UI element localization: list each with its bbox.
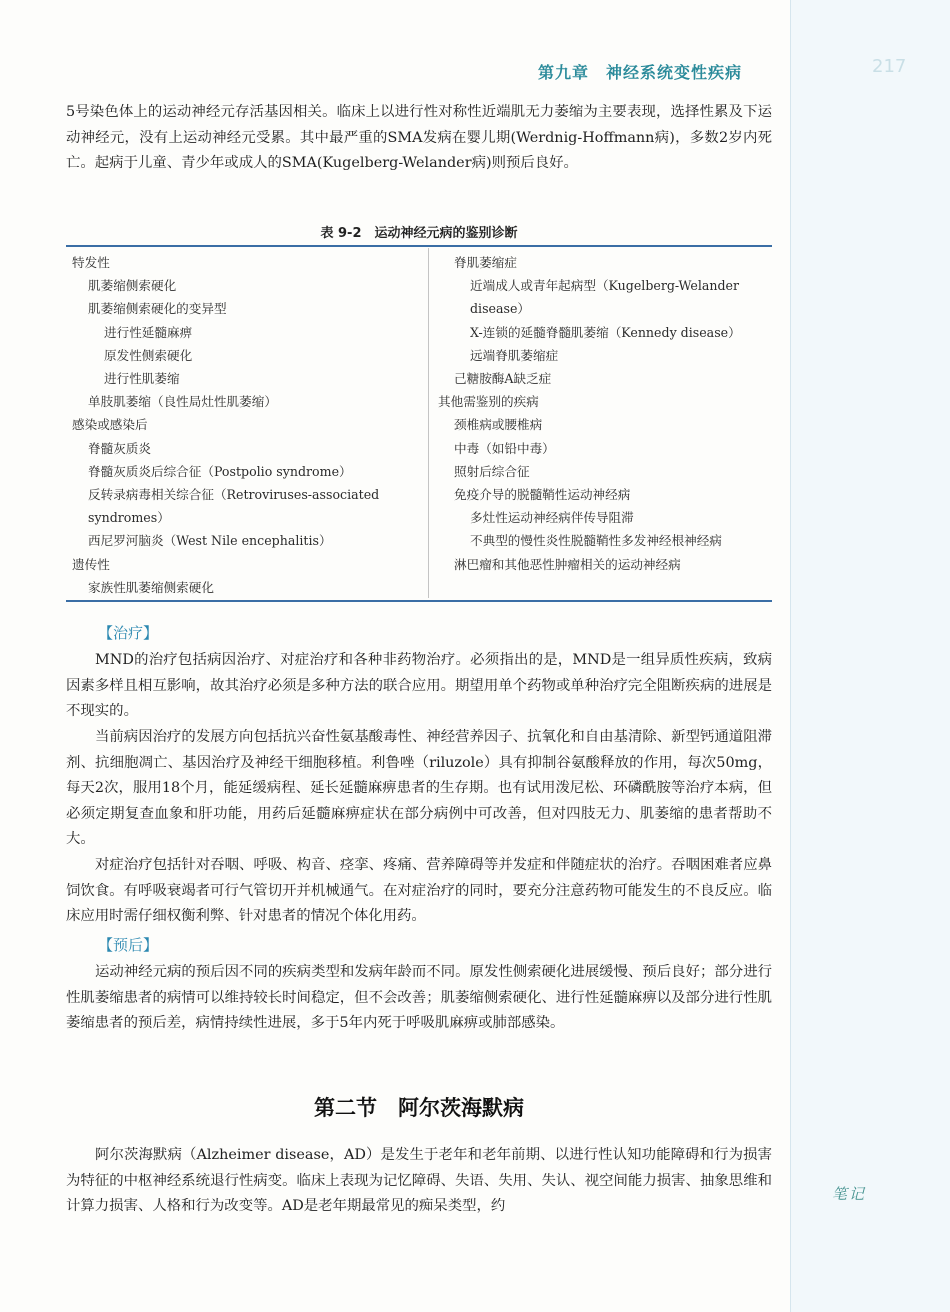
intro-paragraph: 5号染色体上的运动神经元存活基因相关。临床上以进行性对称性近端肌无力萎缩为主要表现，选择性累及下运动神经元，没有上运动神经元受累。其中最严重的SMA发病在婴儿期(Werdnig-Hoffmann病)，多数2岁内死亡。起病于儿童、青少年或成人的SMA(Kugelberg-Welander病)则预后良好。 [66, 104, 772, 172]
table-entry: 特发性 [72, 255, 110, 270]
table-top-rule [66, 245, 772, 247]
chapter-header: 第九章 神经系统变性疾病 [538, 63, 743, 82]
table-entry: 照射后综合征 [454, 463, 530, 479]
table-entry: 单肢肌萎缩（良性局灶性肌萎缩） [88, 394, 277, 410]
table-entry: 免疫介导的脱髓鞘性运动神经病 [454, 487, 631, 503]
table-entry: 反转录病毒相关综合征（Retroviruses-associated syndromes） [88, 487, 380, 526]
table-entry: 淋巴瘤和其他恶性肿瘤相关的运动神经病 [454, 556, 681, 572]
page-number: 217 [872, 56, 907, 77]
treatment-heading: 【治疗】 [98, 624, 159, 642]
table-entry: 其他需鉴别的疾病 [438, 394, 539, 410]
table-entry: 西尼罗河脑炎（West Nile encephalitis） [88, 533, 332, 549]
table-entry: X-连锁的延髓脊髓肌萎缩（Kennedy disease） [470, 324, 741, 340]
table-right-column [438, 251, 768, 576]
treatment-paragraph-2: 当前病因治疗的发展方向包括抗兴奋性氨基酸毒性、神经营养因子、抗氧化和自由基清除、新型钙通道阻滞剂、抗细胞凋亡、基因治疗及神经干细胞移植。利鲁唑（riluzole）具有抑制谷氨酸释放的作用，每次50mg，每天2次，服用18个月，能延缓病程、延长延髓麻痹患者的生存期。也有试用泼尼松、环磷酰胺等治疗本病，但必须定期复查血象和肝功能，用药后延髓麻痹症状在部分病例中可改善，但对四肢无力、肌萎缩的患者帮助不大。 [66, 729, 772, 848]
table-entry: 遗传性 [72, 556, 110, 572]
table-entry: 多灶性运动神经病伴传导阻滞 [470, 510, 634, 526]
table-bottom-rule [66, 600, 772, 602]
table-entry: 己糖胺酶A缺乏症 [454, 371, 552, 387]
section-title: 第二节 阿尔茨海默病 [314, 1096, 524, 1120]
table-entry: 中毒（如铅中毒） [454, 440, 555, 456]
prognosis-heading: 【预后】 [98, 936, 159, 954]
table-entry: 远端脊肌萎缩症 [470, 347, 559, 363]
table-entry: 脊髓灰质炎 [88, 440, 151, 456]
table-entry: 进行性肌萎缩 [104, 371, 180, 387]
table-entry: 肌萎缩侧索硬化的变异型 [88, 301, 227, 317]
notes-label: 笔记 [832, 1185, 867, 1203]
notes-margin-column [790, 0, 950, 1312]
treatment-paragraph-3: 对症治疗包括针对吞咽、呼吸、构音、痉挛、疼痛、营养障碍等并发症和伴随症状的治疗。吞咽困难者应鼻饲饮食。有呼吸衰竭者可行气管切开并机械通气。在对症治疗的同时，要充分注意药物可能发生的不良反应。临床应用时需仔细权衡利弊、针对患者的情况个体化用药。 [66, 857, 772, 925]
table-entry: 肌萎缩侧索硬化 [88, 278, 177, 294]
table-entry: 不典型的慢性炎性脱髓鞘性多发神经根神经病 [470, 533, 722, 549]
table-entry: 近端成人或青年起病型（Kugelberg-Welander disease） [470, 278, 740, 317]
table-column-divider [428, 248, 429, 598]
treatment-paragraph-1: MND的治疗包括病因治疗、对症治疗和各种非药物治疗。必须指出的是，MND是一组异质性疾病，致病因素多样且相互影响，故其治疗必须是多种方法的联合应用。期望用单个药物或单种治疗完全阻断疾病的进展是不现实的。 [66, 652, 772, 720]
prognosis-paragraph: 运动神经元病的预后因不同的疾病类型和发病年龄而不同。原发性侧索硬化进展缓慢、预后良好；部分进行性肌萎缩患者的病情可以维持较长时间稳定，但不会改善；肌萎缩侧索硬化、进行性延髓麻痹以及部分进行性肌萎缩患者的预后差，病情持续性进展，多于5年内死于呼吸肌麻痹或肺部感染。 [66, 964, 772, 1032]
table-title: 表 9-2 运动神经元病的鉴别诊断 [320, 226, 518, 241]
table-entry: 家族性肌萎缩侧索硬化 [88, 579, 214, 595]
table-entry: 进行性延髓麻痹 [104, 324, 193, 340]
table-entry: 脊肌萎缩症 [454, 255, 517, 270]
section-paragraph: 阿尔茨海默病（Alzheimer disease，AD）是发生于老年和老年前期、以进行性认知功能障碍和行为损害为特征的中枢神经系统退行性病变。临床上表现为记忆障碍、失语、失用、失认、视空间能力损害、抽象思维和计算力损害、人格和行为改变等。AD是老年期最常见的痴呆类型，约 [66, 1147, 772, 1215]
table-entry: 脊髓灰质炎后综合征（Postpolio syndrome） [88, 463, 352, 479]
table-entry: 颈椎病或腰椎病 [454, 417, 543, 433]
table-entry: 感染或感染后 [72, 417, 148, 433]
table-entry: 原发性侧索硬化 [104, 347, 193, 363]
table-left-column [72, 251, 424, 599]
